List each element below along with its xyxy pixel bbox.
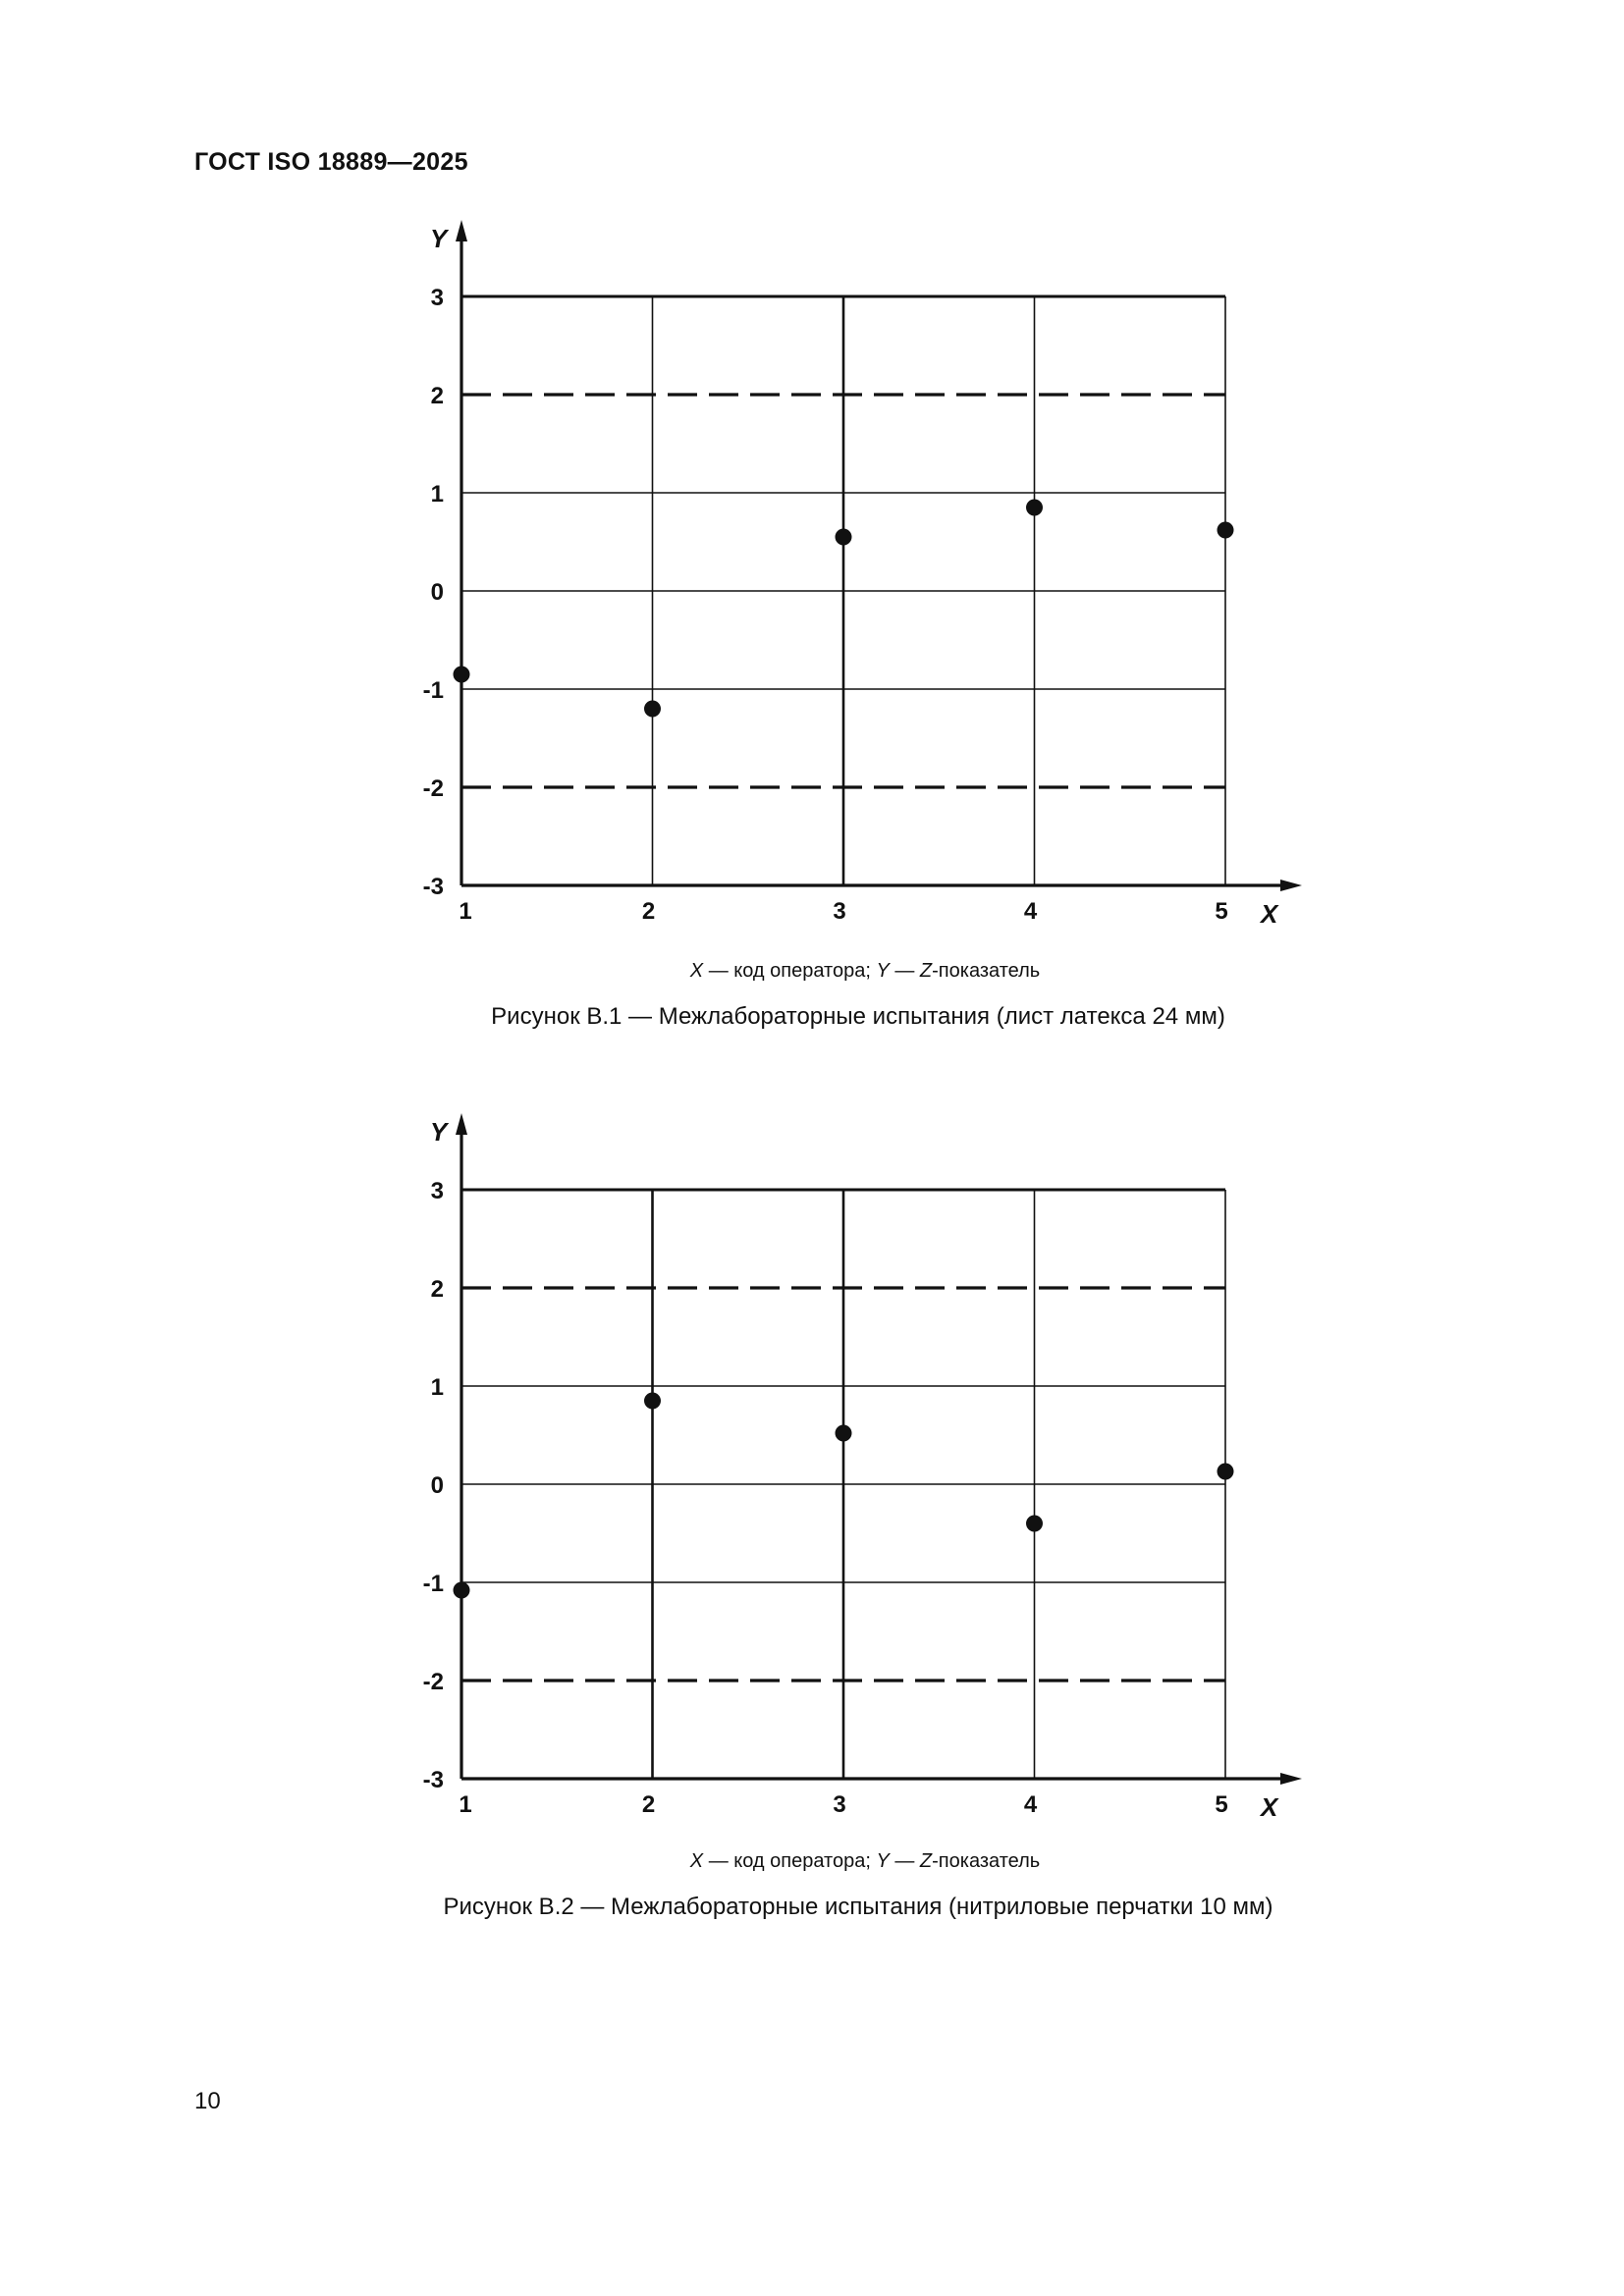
y-axis-arrow	[456, 1113, 467, 1135]
data-point	[454, 667, 470, 683]
legend-y-sep: —	[889, 960, 920, 982]
y-tick-label: -3	[422, 874, 444, 900]
legend-z-desc: -показатель	[932, 1850, 1041, 1872]
legend-z-var: Z	[919, 1850, 933, 1872]
legend-z-var: Z	[919, 960, 933, 982]
y-tick-label: -3	[422, 1767, 444, 1793]
y-tick-label: -2	[422, 1669, 444, 1695]
figure-b2-caption: Рисунок В.2 — Межлабораторные испытания (нитриловые перчатки 10 мм)	[443, 1894, 1273, 1920]
data-point	[836, 529, 852, 546]
data-point	[644, 701, 661, 718]
y-tick-label: 2	[430, 383, 444, 409]
data-point	[1026, 500, 1043, 516]
y-axis-label: Y	[430, 1117, 448, 1147]
legend-x-var: X	[689, 960, 704, 982]
y-tick-label: -2	[422, 775, 444, 802]
x-tick-label: 5	[1215, 898, 1228, 925]
x-axis-label: X	[1261, 1792, 1278, 1822]
y-tick-label: 1	[430, 1374, 444, 1401]
x-tick-label: 4	[1023, 1791, 1038, 1818]
x-axis-arrow	[1280, 1773, 1302, 1785]
figure-b1-scatter-chart	[0, 216, 1624, 942]
y-tick-label: 1	[430, 481, 444, 507]
y-tick-label: 0	[430, 579, 444, 606]
y-tick-label: -1	[422, 1571, 444, 1597]
data-point	[644, 1393, 661, 1410]
x-tick-label: 3	[833, 898, 846, 925]
x-tick-label: 3	[833, 1791, 846, 1818]
figure-b2-legend	[53, 1850, 1624, 1873]
data-point	[836, 1425, 852, 1442]
data-point	[1026, 1516, 1043, 1532]
x-tick-label: 1	[459, 1791, 472, 1818]
x-tick-label: 1	[459, 898, 472, 925]
data-point	[1218, 522, 1234, 539]
figure-b1-legend	[53, 960, 1624, 983]
x-tick-label: 4	[1023, 898, 1038, 925]
x-tick-label: 2	[641, 1791, 656, 1818]
y-tick-label: 0	[430, 1472, 444, 1499]
x-tick-label: 2	[641, 898, 656, 925]
legend-x-desc: — код оператора;	[703, 960, 877, 982]
x-axis-label: X	[1261, 899, 1278, 929]
legend-y-var: Y	[876, 960, 890, 982]
y-tick-label: -1	[422, 677, 444, 704]
legend-x-desc: — код оператора;	[703, 1850, 877, 1872]
y-axis-arrow	[456, 220, 467, 241]
y-tick-label: 2	[430, 1276, 444, 1303]
legend-y-sep: —	[889, 1850, 920, 1872]
figure-b2-scatter-chart	[0, 1109, 1624, 1836]
y-tick-label: 3	[430, 285, 444, 311]
y-axis-label: Y	[430, 224, 448, 253]
data-point	[454, 1582, 470, 1599]
page-number: 10	[194, 2088, 221, 2114]
legend-x-var: X	[689, 1850, 704, 1872]
x-axis-arrow	[1280, 880, 1302, 891]
data-point	[1218, 1464, 1234, 1480]
x-tick-label: 5	[1215, 1791, 1228, 1818]
legend-z-desc: -показатель	[932, 960, 1041, 982]
y-tick-label: 3	[430, 1178, 444, 1204]
figure-b1-caption: Рисунок В.1 — Межлабораторные испытания (лист латекса 24 мм)	[491, 1003, 1225, 1030]
legend-y-var: Y	[876, 1850, 890, 1872]
document-code-header: ГОСТ ISO 18889—2025	[194, 148, 468, 176]
